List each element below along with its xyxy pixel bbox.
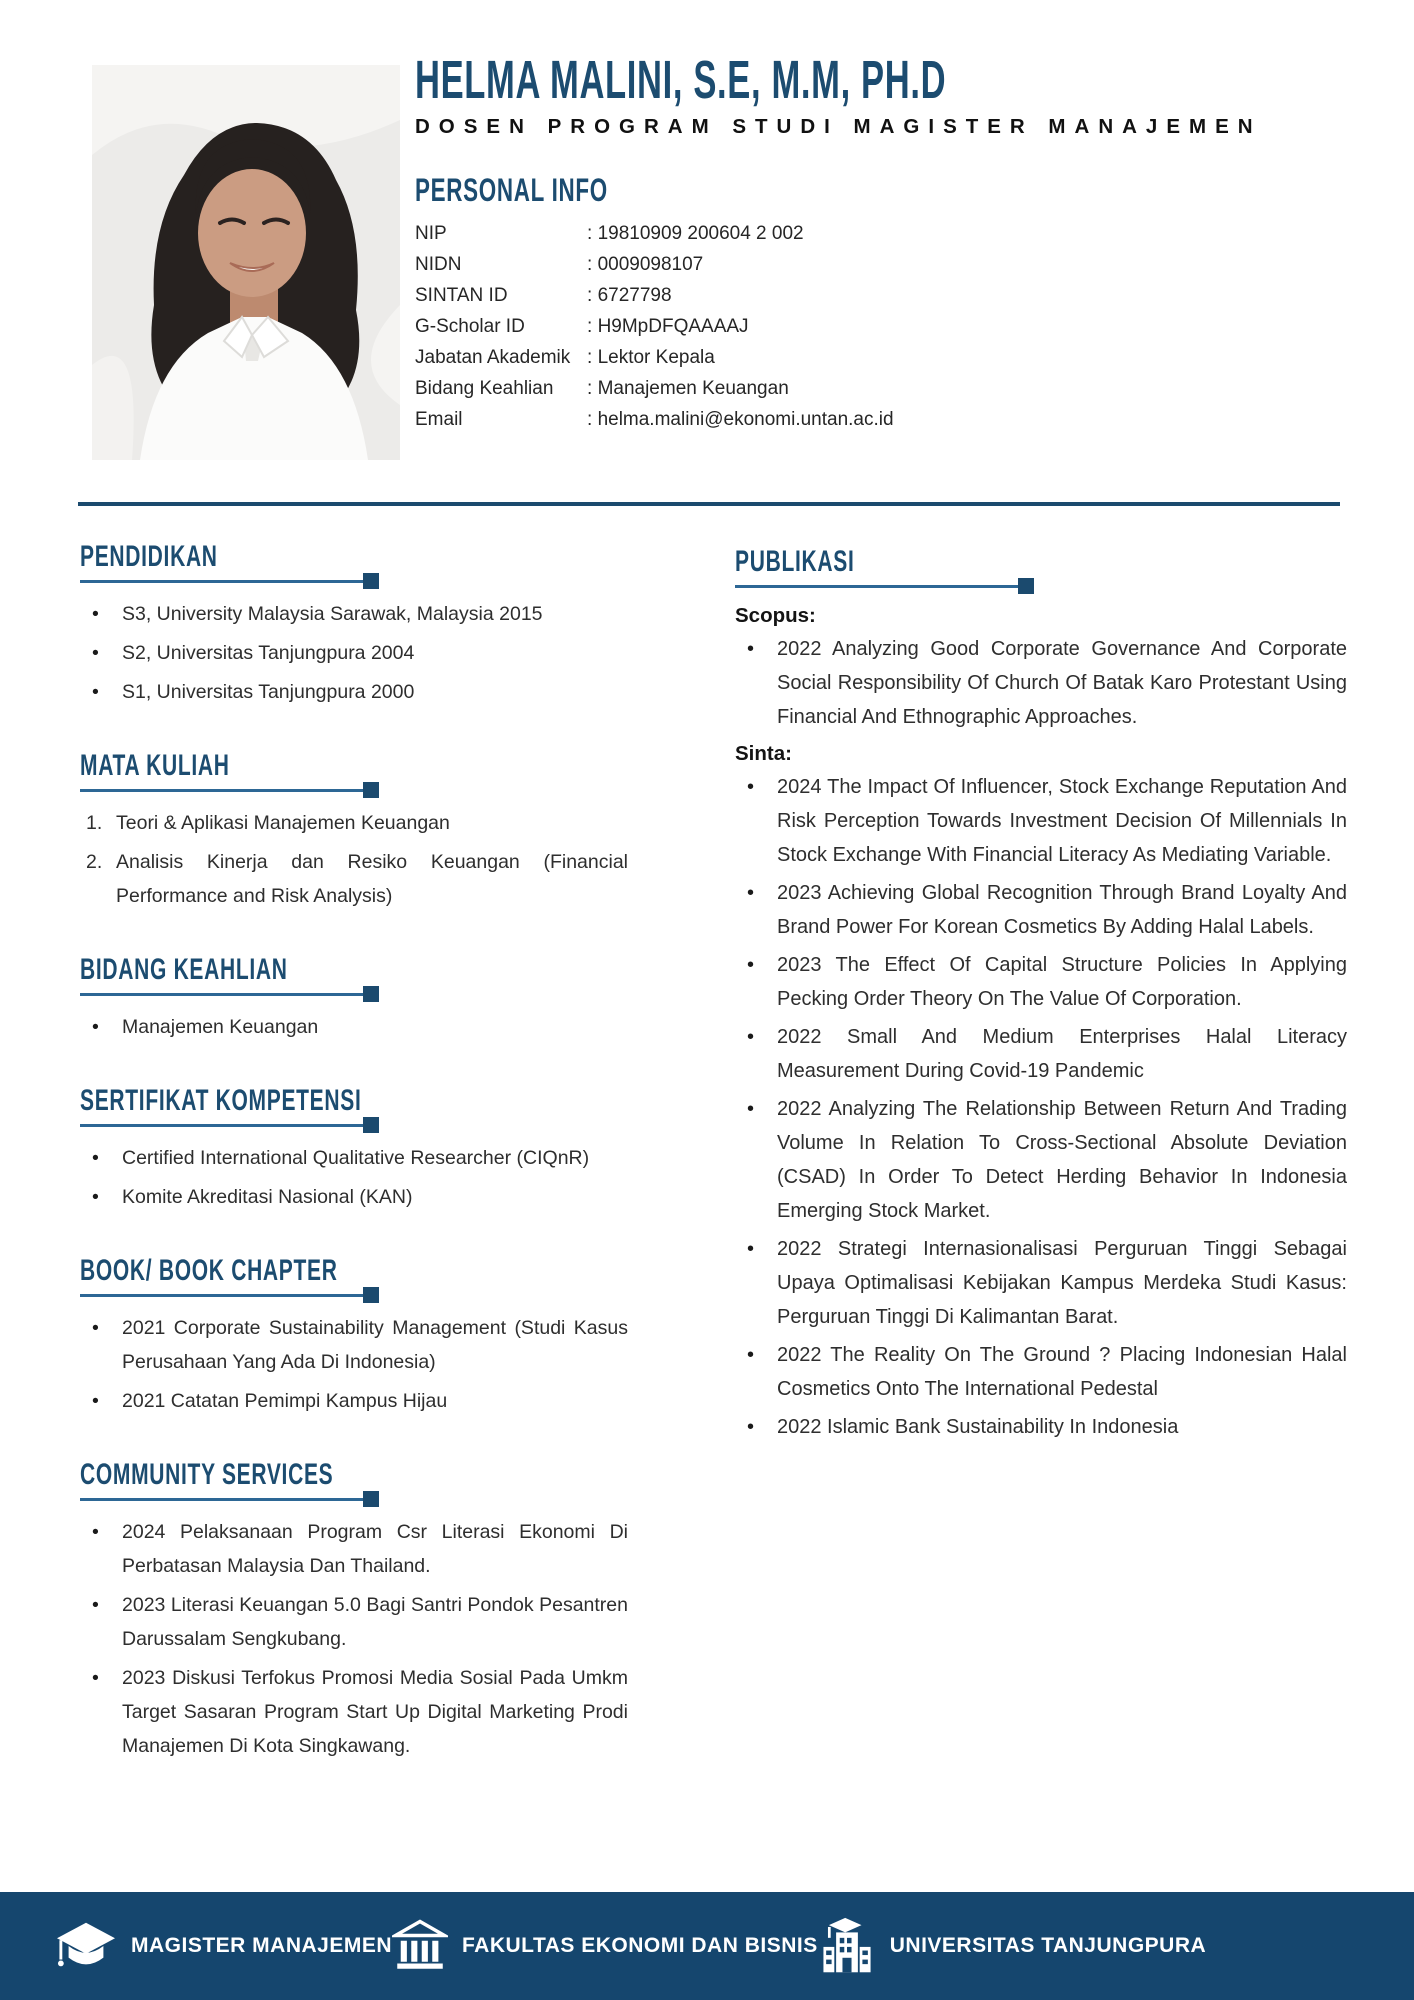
section-book-chapter <box>80 1254 628 1418</box>
community-services-list <box>80 1515 628 1763</box>
list-item: Analisis Kinerja dan Resiko Keuangan (Financial Performance and Risk Analysis) <box>116 851 628 907</box>
list-item: • S3, University Malaysia Sarawak, Malaysia 2015 <box>80 597 628 631</box>
personal-info-value: : Manajemen Keuangan <box>587 373 1355 404</box>
personal-info-label: Email <box>415 408 463 430</box>
personal-info-row <box>415 311 1355 342</box>
section-community-services <box>80 1458 628 1763</box>
footer-item-universitas-tanjungpura <box>818 1916 1206 1976</box>
section-title: BOOK/ BOOK CHAPTER <box>80 1254 338 1287</box>
header-divider <box>78 502 1340 506</box>
mata-kuliah-list <box>80 806 628 913</box>
bidang-keahlian-list <box>80 1010 628 1044</box>
section-title: PUBLIKASI <box>735 545 855 578</box>
right-column <box>735 545 1347 1484</box>
list-item: Teori & Aplikasi Manajemen Keuangan <box>116 812 450 834</box>
list-item: • 2021 Catatan Pemimpi Kampus Hijau <box>80 1384 628 1418</box>
section-title: PENDIDIKAN <box>80 540 218 573</box>
list-item: • Manajemen Keuangan <box>80 1010 628 1044</box>
section-rule <box>80 993 375 996</box>
publication-item: • 2023 Achieving Global Recognition Through Brand Loyalty And Brand Power For Korean Cosmetics By Adding Halal Labels. <box>735 876 1347 944</box>
footer-label: FAKULTAS EKONOMI DAN BISNIS <box>462 1934 818 1957</box>
personal-info-label: Jabatan Akademik <box>415 346 571 368</box>
personal-info-label: NIDN <box>415 253 462 275</box>
sinta-list <box>735 770 1347 1444</box>
personal-info-label: G-Scholar ID <box>415 315 525 337</box>
pendidikan-list <box>80 597 628 709</box>
scopus-label: Scopus: <box>735 604 816 627</box>
list-item: • Komite Akreditasi Nasional (KAN) <box>80 1180 628 1214</box>
footer-item-fakultas-ekonomi <box>392 1918 818 1974</box>
list-item: • 2024 Pelaksanaan Program Csr Literasi Ekonomi Di Perbatasan Malaysia Dan Thailand. <box>80 1515 628 1583</box>
person-name: HELMA MALINI, S.E, M.M, PH.D <box>415 50 947 110</box>
publication-item: • 2024 The Impact Of Influencer, Stock Exchange Reputation And Risk Perception Towards Investment Decision Of Millennials In Stock Exchange With Financial Literacy As Mediating Variable. <box>735 770 1347 872</box>
personal-info-row <box>415 373 1355 404</box>
section-rule <box>80 580 375 583</box>
publication-item: • 2023 The Effect Of Capital Structure Policies In Applying Pecking Order Theory On The Value Of Corporation. <box>735 948 1347 1016</box>
section-bidang-keahlian <box>80 953 628 1044</box>
publication-item: • 2022 Small And Medium Enterprises Halal Literacy Measurement During Covid-19 Pandemic <box>735 1020 1347 1088</box>
section-rule <box>80 1294 375 1297</box>
bank-columns-icon <box>392 1918 448 1974</box>
personal-info-row <box>415 249 1355 280</box>
left-column <box>80 540 628 1803</box>
footer-item-magister-manajemen <box>55 1917 392 1975</box>
personal-info-title: PERSONAL INFO <box>415 171 608 208</box>
section-title: SERTIFIKAT KOMPETENSI <box>80 1084 362 1117</box>
publication-item: • 2022 The Reality On The Ground ? Placing Indonesian Halal Cosmetics Onto The International Pedestal <box>735 1338 1347 1406</box>
personal-info-row <box>415 280 1355 311</box>
publication-item: • 2022 Analyzing Good Corporate Governance And Corporate Social Responsibility Of Church Of Batak Karo Protestant Using Financial And Ethnographic Approaches. <box>735 632 1347 734</box>
list-item: • 2023 Diskusi Terfokus Promosi Media Sosial Pada Umkm Target Sasaran Program Start Up Digital Marketing Prodi Manajemen Di Kota Singkawang. <box>80 1661 628 1763</box>
section-pendidikan <box>80 540 628 709</box>
section-rule <box>80 1498 375 1501</box>
list-item: • Certified International Qualitative Researcher (CIQnR) <box>80 1141 628 1175</box>
book-chapter-list <box>80 1311 628 1418</box>
graduation-cap-icon <box>55 1917 117 1975</box>
sertifikat-list <box>80 1141 628 1214</box>
publication-item: • 2022 Strategi Internasionalisasi Perguruan Tinggi Sebagai Upaya Optimalisasi Kebijakan Kampus Merdeka Studi Kasus: Perguruan Tinggi Di Kalimantan Barat. <box>735 1232 1347 1334</box>
personal-info-label: SINTAN ID <box>415 284 508 306</box>
personal-info-label: NIP <box>415 222 447 244</box>
footer-label: UNIVERSITAS TANJUNGPURA <box>889 1934 1207 1957</box>
personal-info-value: : 19810909 200604 2 002 <box>587 218 1355 249</box>
personal-info-row <box>415 218 1355 249</box>
footer-label: MAGISTER MANAJEMEN <box>131 1934 393 1957</box>
section-title: COMMUNITY SERVICES <box>80 1458 334 1491</box>
personal-info-value: : Lektor Kepala <box>587 342 1355 373</box>
section-title: MATA KULIAH <box>80 749 230 782</box>
section-publikasi <box>735 545 1347 1444</box>
list-item: • S1, Universitas Tanjungpura 2000 <box>80 675 628 709</box>
personal-info-value: : 0009098107 <box>587 249 1355 280</box>
section-rule <box>735 585 1030 588</box>
section-sertifikat-kompetensi <box>80 1084 628 1214</box>
personal-info-row <box>415 342 1355 373</box>
university-building-icon <box>818 1916 876 1976</box>
list-item: • S2, Universitas Tanjungpura 2004 <box>80 636 628 670</box>
person-role: DOSEN PROGRAM STUDI MAGISTER MANAJEMEN <box>415 114 1262 138</box>
section-title: BIDANG KEAHLIAN <box>80 953 288 986</box>
personal-info-value: : helma.malini@ekonomi.untan.ac.id <box>587 404 1355 435</box>
publication-item: • 2022 Islamic Bank Sustainability In Indonesia <box>735 1410 1347 1444</box>
footer-bar <box>0 1892 1414 2000</box>
personal-info-value: : 6727798 <box>587 280 1355 311</box>
sinta-label: Sinta: <box>735 742 792 765</box>
personal-info-list <box>415 218 1355 435</box>
personal-info-label: Bidang Keahlian <box>415 377 554 399</box>
profile-photo <box>92 65 400 460</box>
personal-info-value: : H9MpDFQAAAAJ <box>587 311 1355 342</box>
section-mata-kuliah <box>80 749 628 913</box>
scopus-list <box>735 632 1347 734</box>
list-item: • 2023 Literasi Keuangan 5.0 Bagi Santri Pondok Pesantren Darussalam Sengkubang. <box>80 1588 628 1656</box>
publication-item: • 2022 Analyzing The Relationship Between Return And Trading Volume In Relation To Cross-Sectional Absolute Deviation (CSAD) In Order To Detect Herding Behavior In Indonesia Emerging Stock Market. <box>735 1092 1347 1228</box>
section-rule <box>80 1124 375 1127</box>
list-item: • 2021 Corporate Sustainability Management (Studi Kasus Perusahaan Yang Ada Di Indonesia) <box>80 1311 628 1379</box>
header <box>415 52 1355 435</box>
personal-info-row <box>415 404 1355 435</box>
section-rule <box>80 789 375 792</box>
